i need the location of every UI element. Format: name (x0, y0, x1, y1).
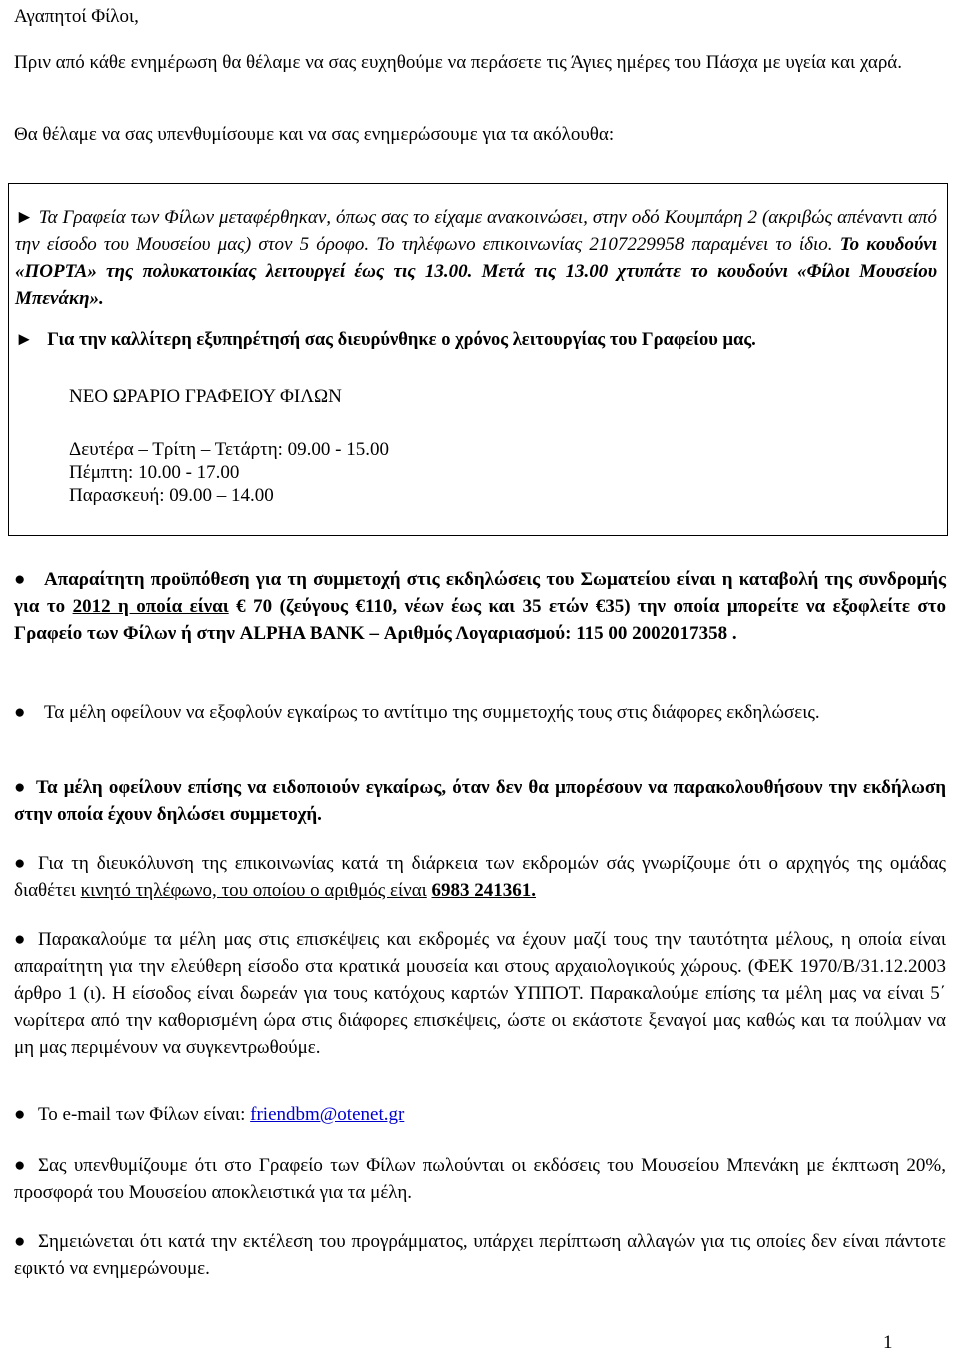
bullet-icon: ● (14, 1104, 26, 1125)
office-move-text: Τα Γραφεία των Φίλων μεταφέρθηκαν, όπως σας το είχαμε ανακοινώσει, στην οδό Κουμπάρη 2 (ακριβώς απέναντι από την είσοδο του Μουσείου μας) στον 5 όροφο. Το τηλέφωνο επικοινωνίας 2107229958 παραμένει το ίδιο. (15, 207, 938, 255)
hours-extended-text: Για την καλλίτερη εξυπηρέτησή σας διευρύνθηκε ο χρόνος λειτουργίας του Γραφείου μας. (47, 330, 756, 350)
bullet-membership-card: ● Παρακαλούμε τα μέλη μας στις επισκέψεις και εκδρομές να έχουν μαζί τους την ταυτότητα μέλους, η οποία είναι απαραίτητη για την ελεύθερη είσοδο στα κρατικά μουσεία και στους αρχαιολογικούς χώρους. (ΦΕΚ 1970/Β/31.12.2003 άρθρο 1 (ι). Η είσοδος είναι δωρεάν για τους κατόχους καρτών ΥΠΠΟΤ. Παρακαλούμε επίσης τα μέλη μας να είναι 5΄ νωρίτερα από την καθορισμένη ώρα στις διάφορες επισκέψεις, ώστε οι εκάστοτε ξεναγοί μας καθώς και τα πούλμαν να μη μας περιμένουν να συγκεντρωθούμε. (14, 926, 946, 1061)
bullet-icon: ● (14, 1231, 26, 1252)
hours-list (69, 438, 389, 507)
bullet-membership-fee: ● Απαραίτητη προϋπόθεση για τη συμμετοχή στις εκδηλώσεις του Σωματείου είναι η καταβολή της συνδρομής για το 2012 η οποία είναι € 70 (ζεύγους €110, νέων έως και 35 ετών €35) την οποία μπορείτε να εξοφλείτε στο Γραφείο των Φίλων ή στην ALPHA BANK – Αριθμός Λογαριασμού: 115 00 2002017358 . (14, 566, 946, 647)
bullet-icon: ● (14, 929, 26, 950)
bullet-payment: ● Τα μέλη οφείλουν να εξοφλούν εγκαίρως το αντίτιμο της συμμετοχής τους στις διάφορες εκδηλώσεις. (14, 699, 946, 726)
hours-row: Δευτέρα – Τρίτη – Τετάρτη: 09.00 - 15.00 (69, 439, 390, 460)
bullet-icon: ● (14, 702, 26, 723)
bullet-program-changes: ● Σημειώνεται ότι κατά την εκτέλεση του προγράμματος, υπάρχει περίπτωση αλλαγών για τις οποίες δεν είναι πάντοτε εφικτό να ενημερώνουμε. (14, 1228, 946, 1282)
bullet-icon: ● (14, 1155, 26, 1176)
intro-paragraph-2: Θα θέλαμε να σας υπενθυμίσουμε και να σας ενημερώσουμε για τα ακόλουθα: (14, 124, 615, 145)
bullet-icon: ● (14, 777, 26, 798)
page-number: 1 (883, 1332, 893, 1353)
bullet-icon: ● (14, 853, 26, 874)
greeting: Αγαπητοί Φίλοι, (14, 6, 139, 27)
bullet-email: ● Το e-mail των Φίλων είναι: friendbm@otenet.gr (14, 1101, 946, 1128)
bullet-mobile-phone: ● Για τη διευκόλυνση της επικοινωνίας κατά τη διάρκεια των εκδρομών σάς γνωρίζουμε ότι ο αρχηγός της ομάδας διαθέτει κινητό τηλέφωνο, του οποίου ο αριθμός είναι 6983 241361. (14, 850, 946, 904)
bullet-notify: ● Τα μέλη οφείλουν επίσης να ειδοποιούν εγκαίρως, όταν δεν θα μπορέσουν να παρακολουθήσουν την εκδήλωση στην οποία έχουν δηλώσει συμμετοχή. (14, 774, 946, 828)
hours-row: Παρασκευή: 09.00 – 14.00 (69, 485, 274, 506)
bullet-publications: ● Σας υπενθυμίζουμε ότι στο Γραφείο των Φίλων πωλούνται οι εκδόσεις του Μουσείου Μπενάκη με έκπτωση 20%, προσφορά του Μουσείου αποκλειστικά για τα μέλη. (14, 1152, 946, 1206)
intro-paragraph: Πριν από κάθε ενημέρωση θα θέλαμε να σας ευχηθούμε να περάσετε τις Άγιες ημέρες του Πάσχα με υγεία και χαρά. (14, 52, 903, 73)
hours-row: Πέμπτη: 10.00 - 17.00 (69, 462, 240, 483)
office-info-box (8, 183, 948, 536)
arrow-icon: ► (15, 207, 34, 228)
email-link[interactable]: friendbm@otenet.gr (250, 1104, 405, 1125)
bullet-icon: ● (14, 569, 26, 590)
doorbell-text: Το κουδούνι «ΠΟΡΤΑ» της πολυκατοικίας λειτουργεί έως τις 13.00. Μετά τις 13.00 χτυπάτε το κουδούνι «Φίλοι Μουσείου Μπενάκη». (15, 234, 937, 309)
arrow-icon: ► (15, 330, 34, 350)
hours-title: ΝΕΟ ΩΡΑΡΙΟ ΓΡΑΦΕΙΟΥ ΦΙΛΩΝ (69, 386, 342, 407)
office-move-paragraph (15, 204, 937, 312)
hours-extended-paragraph (15, 330, 937, 351)
